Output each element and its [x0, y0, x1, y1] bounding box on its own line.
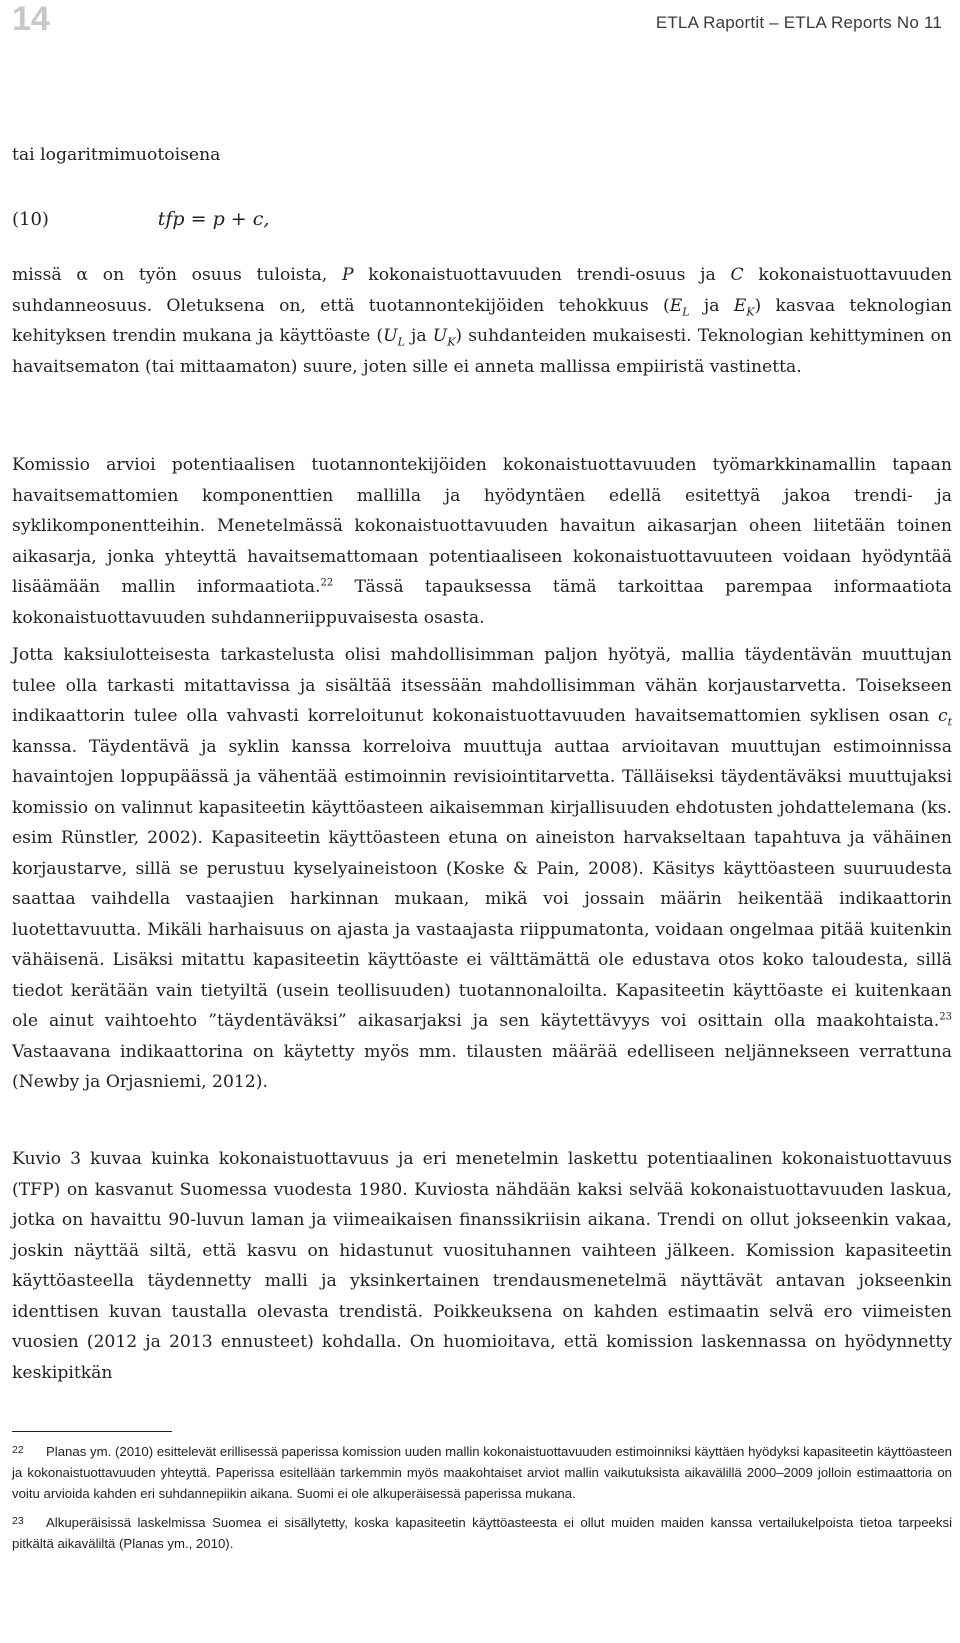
page-number: 14 [12, 0, 50, 38]
paragraph-4: Kuvio 3 kuvaa kuinka kokonaistuottavuus ja eri menetelmin laskettu potentiaalinen kokonaistuottavuus (TFP) on kasvanut Suomessa vuodesta 1980. Kuviosta nähdään kaksi selvää kokonaistuottavuuden laskua, jotka on havaittu 90-luvun laman ja viimeaikaisen finanssikriisin aikana. Trendi on ollut jokseenkin vakaa, joskin näyttää siltä, että kasvu on hidastunut vuosituhannen vaihteen jälkeen. Komission kapasiteetin käyttöasteella täydennetty malli ja yksinkertainen trendausmenetelmä näyttävät antavan jokseenkin identtisen kuvan taustalla olevasta trendistä. Poikkeuksena on kahden estimaatin selvä ero viimeisten vuosien (2012 ja 2013 ennusteet) kohdalla. On huomioitava, että komission laskennassa on hyödynnetty keskipitkän [12, 1149, 952, 1383]
running-head: ETLA Raportit – ETLA Reports No 11 [655, 13, 942, 32]
equation-10 [12, 208, 269, 230]
page-header [0, 0, 960, 60]
equation-number: (10) [12, 209, 49, 230]
equation-expression: tfp = p + c, [157, 208, 270, 230]
footnote-ref-23[interactable]: 23 [939, 1011, 952, 1023]
footnote-23: 23 Alkuperäisissä laskelmissa Suomea ei sisällytetty, koska kapasiteetin käyttöasteesta ei ollut muiden maiden kanssa vertailukelpoista tietoa tarpeeksi pitkältä aikaväliltä (Planas ym., 2010). [12, 1515, 952, 1551]
paragraph-1: missä α on työn osuus tuloista, P kokonaistuottavuuden trendi-osuus ja C kokonaistuottavuuden suhdanneosuus. Oletuksena on, että tuotannontekijöiden tehokkuus ($E_L$ ja $E_K$) kasvaa teknologian kehityksen trendin mukana ja käyttöaste ($U_L$ ja $U_K$) suhdanteiden mukaisesti. Teknologian kehittyminen on havaitsematon (tai mittaamaton) suure, joten sille ei anneta mallissa empiiristä vastinetta. [12, 265, 953, 377]
intro-line: tai logaritmimuotoisena [12, 145, 221, 165]
footnote-ref-22[interactable]: 22 [320, 577, 334, 589]
paragraph-2: Komissio arvioi potentiaalisen tuotannontekijöiden kokonaistuottavuuden työmarkkinamallin tapaan havaitsemattomien komponenttien mallilla ja hyödyntäen edellä esitettyä jakoa trendi- ja syklikomponentteihin. Menetelmässä kokonaistuottavuuden havaitun aikasarjan oheen liitetään toinen aikasarja, jonka yhteyttä havaitsemattomaan potentiaaliseen kokonaistuottavuuteen voidaan hyödyntää lisäämään mallin informaatiota.$^{22}$ Tässä tapauksessa tämä tarkoittaa parempaa informaatiota kokonaistuottavuuden suhdanneriippuvaisesta osasta. [12, 455, 952, 628]
footnotes [12, 1441, 952, 1562]
footnote-22: 22 Planas ym. (2010) esittelevät erillisessä paperissa komission uuden mallin kokonaistuottavuuden estimoinniksi käyttäen hyödyksi kapasiteetin käyttöasteen ja kokonaistuottavuuden yhteyttä. Paperissa esitellään tarkemmin myös maakohtaiset arviot mallin vaikutuksista aikavälillä 2000–2009 jolloin estimaattoria on voitu arvioida kahden eri suhdannepiikin aikana. Suomi ei ole alkuperäisessä paperissa mukana. [12, 1444, 952, 1501]
paragraph-3: Jotta kaksiulotteisesta tarkastelusta olisi mahdollisimman paljon hyötyä, mallia täydentävän muuttujan tulee olla tarkasti mitattavissa ja sisältää itsessään mahdollisimman vähän korjaustarvetta. Toisekseen indikaattorin tulee olla vahvasti korreloitunut kokonaistuottavuuden havaitsemattomien syklisen osan $c_t$ kanssa. Täydentävä ja syklin kanssa korreloiva muuttuja auttaa arvioitavan muuttujan estimoinnissa havaintojen loppupäässä ja vähentää estimoinnin revisiointitarvetta. Tälläiseksi täydentäväksi muuttujaksi komissio on valinnut kapasiteetin käyttöasteen aikaisemman kirjallisuuden ehdotusten johdattelemana (ks. esim Rünstler, 2002). Kapasiteetin käyttöasteen etuna on aineiston harvakseltaan tapahtuva ja vähäinen korjaustarve, sillä se perustuu kyselyaineistoon (Koske & Pain, 2008). Käsitys käyttöasteen suuruudesta saattaa vaihdella vastaajien harkinnan mukaan, mikä voi jossain määrin heikentää indikaattorin luotettavuutta. Mikäli harhaisuus on ajasta ja vastaajasta riippumatonta, voidaan ongelmaa pitää kuitenkin vähäisenä. Lisäksi mitattu kapasiteetin käyttöaste ei välttämättä ole edustava otos koko taloudesta, sillä tiedot kerätään vain tietyiltä (usein teollisuuden) tuotannonaloilta. Kapasiteetin käyttöaste ei kuitenkaan ole ainut vaihtoehto ”täydentäväksi” aikasarjaksi ja sen käytettävyys voi osittain olla maakohtaista.$^{23}$ Vastaavana indikaattorina on käytetty myös mm. tilausten määrää edelliseen neljännekseen verrattuna (Newby ja Orjasniemi, 2012). [12, 645, 952, 1092]
footnote-divider [12, 1431, 172, 1432]
